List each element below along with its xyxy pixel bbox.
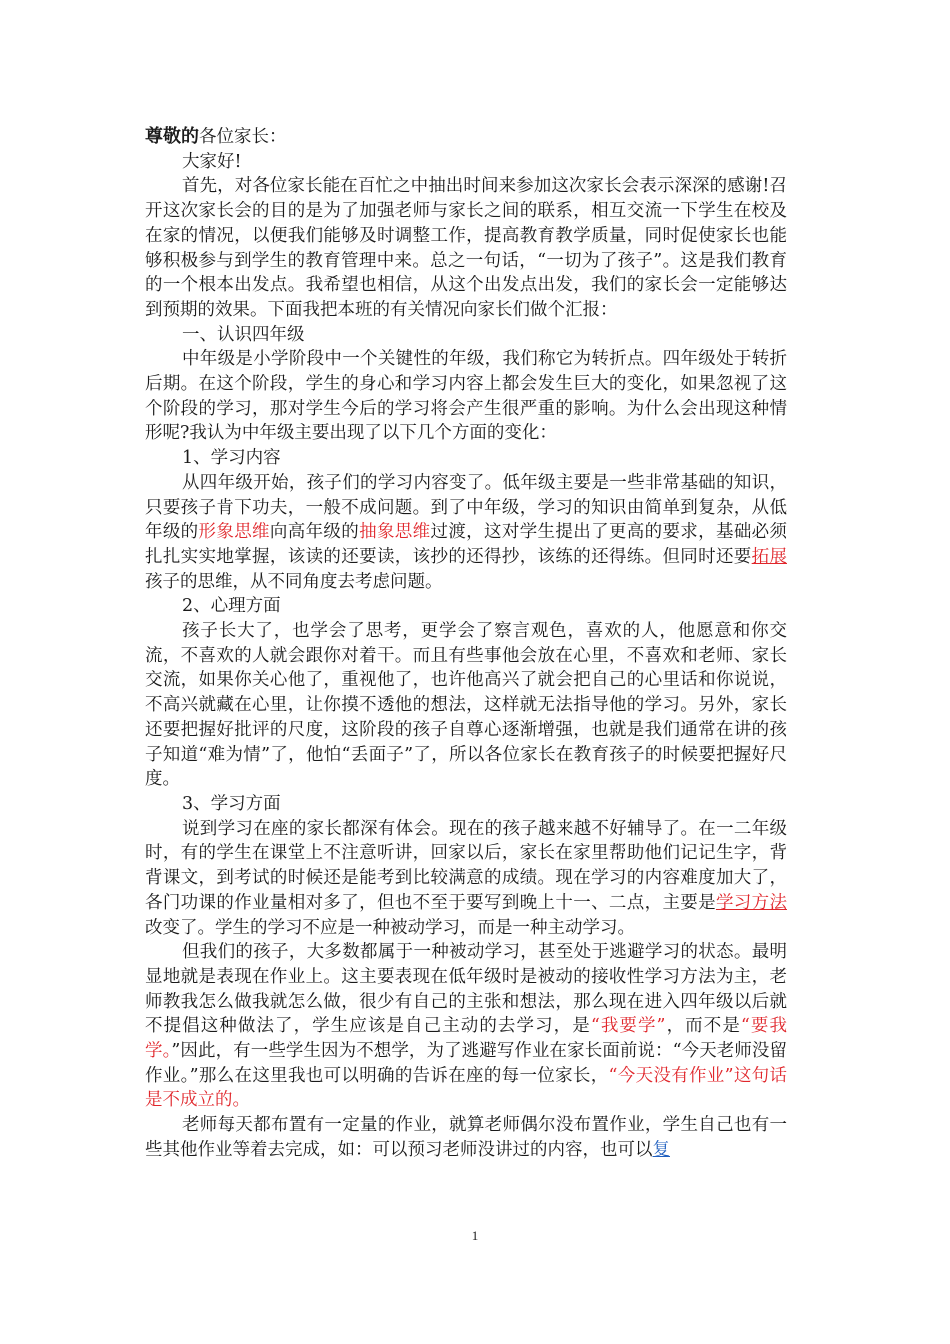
item3-text-2: 改变了。学生的学习不应是一种被动学习，而是一种主动学习。: [145, 917, 635, 938]
item1-text-3: 过渡，这对学生提出了更高的要求，基础必须扎扎实实地掌握，该读的还要读，该抄的还得抄，该练的还得练。但同时还要: [145, 522, 788, 567]
section1-body: 中年级是小学阶段中一个关键性的年级，我们称它为转折点。四年级处于转折后期。在这个阶段，学生的身心和学习内容上都会发生巨大的变化，如果忽视了这个阶段的学习，那对学生今后的学习将会产生很严重的影响。为什么会出现这种情形呢?我认为中年级主要出现了以下几个方面的变化：: [145, 349, 787, 444]
page-number: 1: [471, 1228, 479, 1243]
passive-text-3: ”因此，有一些学生因为不想学，为了逃避写作业在家长面前说：“今天老师没留作业。”那么在这里我也可以明确的告诉在座的每一位家长，: [145, 1041, 788, 1086]
passive-highlight-1: “我要学”: [590, 1016, 666, 1037]
homework-text-1: 老师每天都布置有一定量的作业，就算老师偶尔没布置作业，学生自己也有一些其他作业等着去完成，如：可以预习老师没讲过的内容，也可以: [145, 1115, 787, 1160]
item1-text-2: 向高年级的: [269, 522, 360, 543]
item3-heading: 3、学习方面: [182, 793, 281, 814]
item2-heading: 2、心理方面: [182, 596, 281, 617]
document-body: [145, 125, 787, 1163]
passive-highlight-3: “今天没有作业”这句话是不成立的。: [145, 1065, 787, 1111]
passive-text-1: 但我们的孩子，大多数都属于一种被动学习，甚至处于逃避学习的状态。最明显地就是表现在作业上。这主要表现在低年级时是被动的接收性学习方法为主，老师教我怎么做我就怎么做，很少有自己的主张和想法，那么现在进入四年级以后就不提倡这种做法了，学生应该是自己主动的去学习，是: [145, 942, 787, 1037]
section1-heading: 一、认识四年级: [182, 324, 305, 345]
passive-highlight-2: “要我学。: [145, 1016, 788, 1062]
salutation-bold: 尊敬的: [145, 126, 199, 147]
homework-paragraph: [145, 1113, 787, 1162]
item3-link[interactable]: 学习方法: [715, 892, 787, 913]
item1-text-1: 从四年级开始，孩子们的学习内容变了。低年级主要是一些非常基础的知识，只要孩子肯下功夫，一般不成问题。到了中年级，学习的知识由简单到复杂，从低年级的: [145, 472, 787, 543]
item3-text-1: 说到学习在座的家长都深有体会。现在的孩子越来越不好辅导了。在一二年级时，有的学生在课堂上不注意听讲，回家以后，家长在家里帮助他们记记生字，背背课文，到考试的时候还是能考到比较满意的成绩。现在学习的内容难度加大了，各门功课的作业量相对多了，但也不至于要写到晚上十一、二点，主要是: [145, 818, 787, 913]
salutation-rest: 各位家长：: [199, 127, 287, 147]
passive-text-2: ，而不是: [665, 1016, 741, 1037]
item1-heading: 1、学习内容: [182, 448, 281, 469]
item1-highlight-1: 形象思维: [198, 522, 270, 543]
item3-body: [145, 817, 787, 941]
item1-text-4: 孩子的思维，从不同角度去考虑问题。: [145, 571, 443, 592]
homework-link[interactable]: 复: [652, 1139, 670, 1160]
passive-learning-paragraph: [145, 940, 787, 1113]
salutation: [145, 125, 787, 150]
item1-body: [145, 471, 787, 595]
item1-highlight-2: 抽象思维: [359, 522, 431, 543]
item1-link[interactable]: 拓展: [751, 546, 787, 567]
greeting: 大家好!: [182, 151, 242, 172]
item2-body: 孩子长大了，也学会了思考，更学会了察言观色，喜欢的人，他愿意和你交流，不喜欢的人就会跟你对着干。而且有些事他会放在心里，不喜欢和老师、家长交流，如果你关心他了，重视他了，也许他高兴了就会把自己的心里话和你说说，不高兴就藏在心里，让你摸不透他的想法，这样就无法指导他的学习。另外，家长还要把握好批评的尺度，这阶段的孩子自尊心逐渐增强，也就是我们通常在讲的孩子知道“难为情”了，他怕“丢面子”了，所以各位家长在教育孩子的时候要把握好尺度。: [145, 621, 787, 790]
intro-paragraph: 首先，对各位家长能在百忙之中抽出时间来参加这次家长会表示深深的感谢!召开这次家长会的目的是为了加强老师与家长之间的联系，相互交流一下学生在校及在家的情况，以便我们能够及时调整工作，提高教育教学质量，同时促使家长也能够积极参与到学生的教育管理中来。总之一句话，“一切为了孩子”。这是我们教育的一个根本出发点。我希望也相信，从这个出发点出发，我们的家长会一定能够达到预期的效果。下面我把本班的有关情况向家长们做个汇报：: [145, 176, 787, 320]
